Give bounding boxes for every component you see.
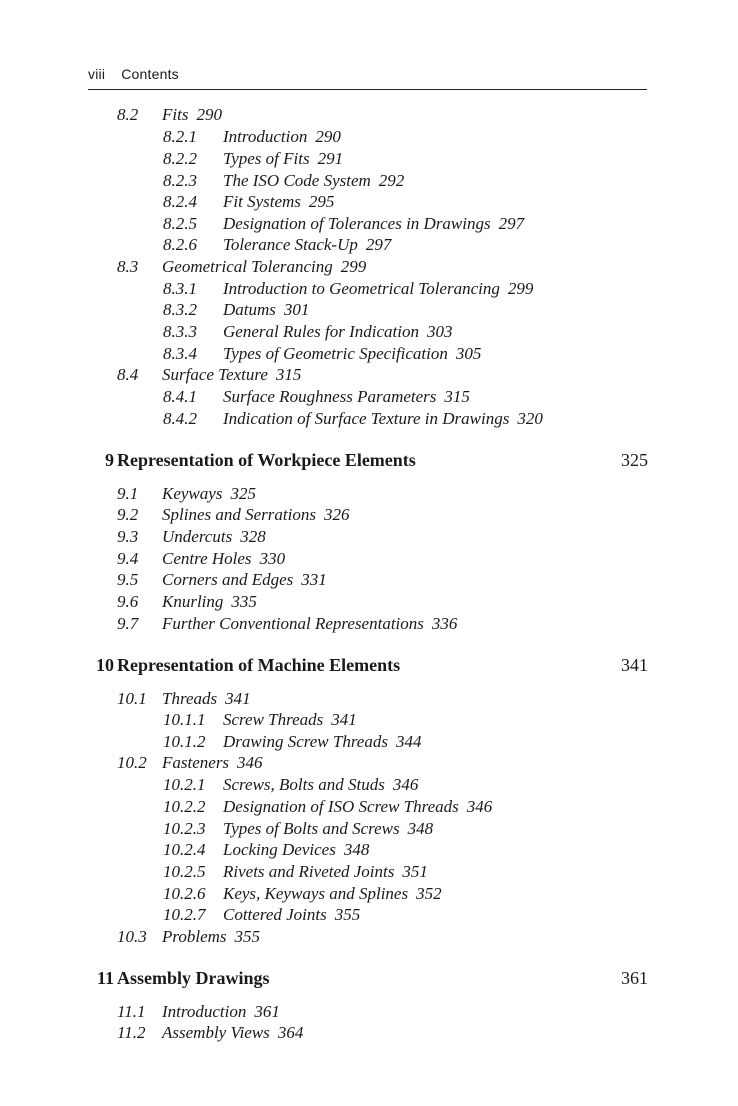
toc-number: 8.2.6	[163, 235, 197, 254]
toc-title: Designation of Tolerances in Drawings 297	[223, 214, 525, 233]
toc-number: 9.7	[117, 614, 139, 633]
toc-title: Designation of ISO Screw Threads 346	[223, 797, 493, 816]
toc-number: 8.2.3	[163, 171, 197, 190]
toc-page: 303	[426, 322, 453, 341]
toc-page: 328	[240, 527, 266, 546]
toc-title: Threads 341	[162, 689, 251, 708]
running-title: Contents	[121, 66, 179, 82]
page-number: viii	[88, 66, 106, 82]
toc-page: 326	[323, 505, 350, 524]
toc-page: 346	[237, 753, 263, 772]
toc-number: 10.2.6	[163, 884, 206, 903]
toc-page: 299	[507, 279, 534, 298]
toc-page: 346	[392, 775, 419, 794]
toc-title: Indication of Surface Texture in Drawings 320	[223, 409, 543, 428]
toc-title: Problems 355	[162, 927, 261, 946]
toc-chapter-page: 341	[621, 655, 648, 675]
header-rule	[88, 89, 647, 90]
toc-number: 10.2	[117, 753, 147, 772]
toc-number: 10.1.2	[163, 732, 206, 751]
toc-number: 9.3	[117, 527, 139, 546]
toc-number: 8.2.2	[163, 149, 197, 168]
toc-number: 10.3	[117, 927, 147, 946]
toc-number: 10.2.7	[163, 905, 206, 924]
toc-title: Representation of Workpiece Elements	[117, 450, 416, 470]
toc-title: Types of Fits 291	[223, 149, 344, 168]
toc-number: 10.2.5	[163, 862, 206, 881]
toc-page: 315	[275, 365, 302, 384]
toc-number: 9	[105, 450, 114, 470]
toc-number: 8.4.2	[163, 409, 197, 428]
toc-page: 341	[331, 710, 357, 729]
toc-title: Assembly Views 364	[162, 1023, 304, 1042]
toc-number: 8.3.3	[163, 322, 197, 341]
toc-number: 8.4	[117, 365, 139, 384]
toc-title: Tolerance Stack-Up 297	[223, 235, 392, 254]
toc-number: 8.2.1	[163, 127, 197, 146]
toc-page: 290	[196, 105, 222, 124]
toc-number: 10.2.1	[163, 775, 206, 794]
toc-title: Screw Threads 341	[223, 710, 357, 729]
toc-page: 348	[407, 819, 434, 838]
toc-title: Undercuts 328	[162, 527, 266, 546]
toc-title: Fit Systems 295	[223, 192, 335, 211]
toc-number: 8.2.4	[163, 192, 197, 211]
toc-title: General Rules for Indication 303	[223, 322, 453, 341]
toc-page: 335	[231, 592, 257, 611]
toc-number: 8.3.1	[163, 279, 197, 298]
toc-title: Surface Texture 315	[162, 365, 302, 384]
toc-page: 292	[378, 171, 405, 190]
toc-title: Screws, Bolts and Studs 346	[223, 775, 419, 794]
toc-number: 10.2.3	[163, 819, 206, 838]
toc-title: Keyways 325	[162, 484, 256, 503]
toc-page: 341	[225, 689, 251, 708]
toc-page: 295	[308, 192, 335, 211]
running-head	[88, 66, 179, 82]
toc-number: 8.4.1	[163, 387, 197, 406]
toc-number: 8.3	[117, 257, 139, 276]
toc-number: 8.3.2	[163, 300, 197, 319]
toc-number: 8.2.5	[163, 214, 197, 233]
toc-title: Corners and Edges 331	[162, 570, 327, 589]
toc-title: Drawing Screw Threads 344	[223, 732, 422, 751]
toc-title: Geometrical Tolerancing 299	[162, 257, 367, 276]
toc-page: 290	[315, 127, 341, 146]
toc-page: 315	[444, 387, 470, 406]
toc-page: 364	[277, 1023, 304, 1042]
toc-number: 9.4	[117, 549, 139, 568]
toc-page: 291	[317, 149, 344, 168]
toc-chapter-page: 325	[621, 450, 648, 470]
toc-title: Assembly Drawings	[117, 968, 270, 988]
toc-number: 8.2	[117, 105, 139, 124]
toc-page: 355	[234, 927, 261, 946]
toc-title: The ISO Code System 292	[223, 171, 405, 190]
toc-title: Fits 290	[162, 105, 222, 124]
toc-title: Types of Bolts and Screws 348	[223, 819, 434, 838]
toc-title: Knurling 335	[162, 592, 257, 611]
toc-number: 10.2.4	[163, 840, 206, 859]
toc-title: Centre Holes 330	[162, 549, 286, 568]
toc-page: 301	[283, 300, 310, 319]
toc-page: 297	[365, 235, 392, 254]
toc-page: 348	[343, 840, 370, 859]
toc-chapter-page: 361	[621, 968, 648, 988]
toc-page: 330	[259, 549, 286, 568]
toc-number: 11.1	[117, 1002, 146, 1021]
toc-number: 10.1	[117, 689, 147, 708]
toc-title: Locking Devices 348	[223, 840, 370, 859]
toc-title: Surface Roughness Parameters 315	[223, 387, 470, 406]
toc-page: 325	[230, 484, 256, 503]
toc-title: Further Conventional Representations 336	[162, 614, 458, 633]
toc-title: Cottered Joints 355	[223, 905, 361, 924]
toc-number: 8.3.4	[163, 344, 197, 363]
toc-title: Keys, Keyways and Splines 352	[223, 884, 442, 903]
toc-page: 355	[334, 905, 361, 924]
toc-page: 299	[340, 257, 367, 276]
toc-number: 11	[96, 968, 114, 988]
toc-page: 346	[466, 797, 493, 816]
toc-number: 9.6	[117, 592, 139, 611]
toc-page: 331	[301, 570, 327, 589]
toc-title: Introduction 290	[223, 127, 341, 146]
toc-title: Types of Geometric Specification 305	[223, 344, 482, 363]
toc-title: Introduction to Geometrical Tolerancing 299	[223, 279, 534, 298]
toc-number: 10	[96, 655, 114, 675]
toc-page: 320	[517, 409, 543, 428]
toc-title: Datums 301	[223, 300, 310, 319]
toc-page: 344	[395, 732, 422, 751]
toc-number: 9.5	[117, 570, 139, 589]
toc-title: Splines and Serrations 326	[162, 505, 350, 524]
toc-title: Representation of Machine Elements	[117, 655, 401, 675]
toc-number: 10.2.2	[163, 797, 206, 816]
toc-page: 361	[254, 1002, 280, 1021]
toc-number: 10.1.1	[163, 710, 206, 729]
toc-page: 336	[431, 614, 458, 633]
toc-number: 11.2	[117, 1023, 146, 1042]
toc-page: 351	[402, 862, 428, 881]
toc-page: 305	[455, 344, 482, 363]
toc-page: 352	[416, 884, 442, 903]
toc-number: 9.2	[117, 505, 139, 524]
toc-number: 9.1	[117, 484, 139, 503]
toc-title: Rivets and Riveted Joints 351	[223, 862, 428, 881]
toc-page: 297	[498, 214, 525, 233]
toc-title: Fasteners 346	[162, 753, 263, 772]
toc-title: Introduction 361	[162, 1002, 280, 1021]
